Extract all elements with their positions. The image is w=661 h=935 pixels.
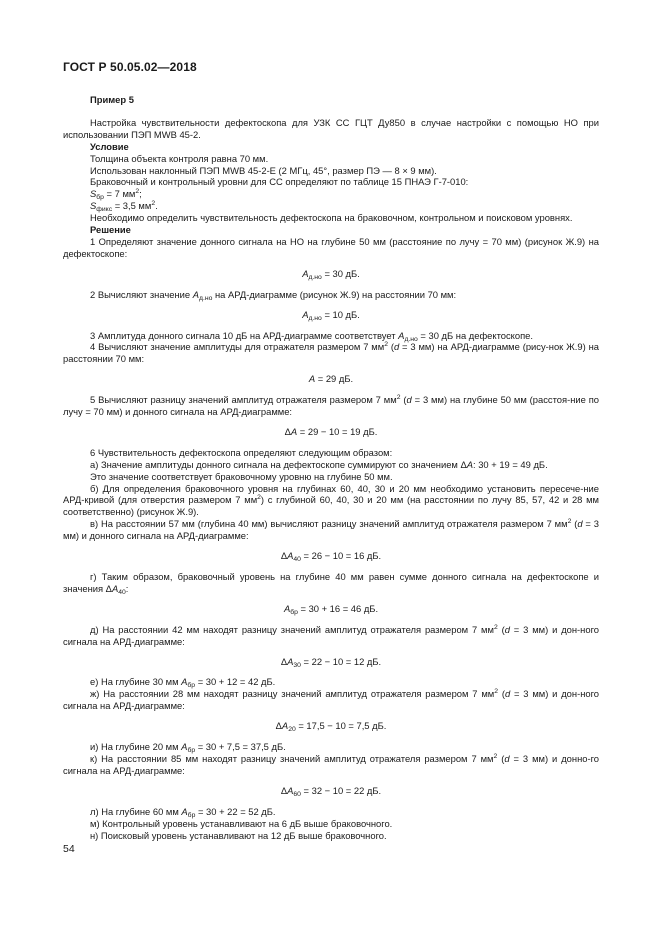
formula-7: $\Delta A_{30} = 22 - 10 = 12$ дБ. <box>280 655 382 669</box>
formula-1: $A_{д.но} = 30$ дБ. <box>302 267 360 281</box>
step-2: 2 Вычисляют значение $A_{д.но}$ на АРД-диаграмме (рисунок Ж.9) на расстоянии 70 мм: <box>90 288 457 302</box>
formula-4: ΔA = 29 − 10 = 19 дБ. <box>284 425 378 437</box>
paragraph-thickness: Толщина объекта контроля равна 70 мм. <box>90 152 269 164</box>
formula-2: $A_{д.но} = 10$ дБ. <box>302 308 360 322</box>
paragraph-s-reject: $S_{бр} = 7$ $мм^2$; <box>90 188 142 202</box>
step-6a: а) Значение амплитуды донного сигнала на дефектоскопе суммируют со значением ΔA: 30 + 19 = 49 дБ. <box>90 458 548 470</box>
paragraph-intro: Настройка чувствительности дефектоскопа для УЗК СС ГЦТ Ду850 в случае настройки с помощью НО при использовании ПЭП MWB 45-2. <box>63 116 599 140</box>
paragraph-transducer: Использован наклонный ПЭП MWB 45-2-Е (2 МГц, 45°, размер ПЭ — 8 × 9 мм). <box>90 164 437 176</box>
paragraph-goal: Необходимо определить чувствительность дефектоскопа на браковочном, контрольном и поисковом уровнях. <box>90 212 573 224</box>
formula-3: A = 29 дБ. <box>308 373 354 385</box>
example-title: Пример 5 <box>90 94 134 105</box>
page-number: 54 <box>63 843 75 855</box>
step-6: 6 Чувствительность дефектоскопа определяют следующим образом: <box>90 446 393 458</box>
document-body <box>63 94 599 841</box>
step-6l: л) На глубине 60 мм $A_{бр} = 30 + 22 = 52$ дБ. <box>90 805 276 819</box>
step-6m: м) Контрольный уровень устанавливают на 6 дБ выше браковочного. <box>90 817 393 829</box>
step-4: 4 Вычисляют значение амплитуды для отражателя размером 7 $мм^2$ (d = 3 мм) на АРД-диаграмме (рису-нок Ж.9) на расстоянии 70 мм: <box>63 341 600 365</box>
document-header: ГОСТ Р 50.05.02—2018 <box>63 60 197 74</box>
step-5: 5 Вычисляют разницу значений амплитуд отражателя размером 7 $мм^2$ (d = 3 мм) на глубине 50 мм (расстоя-ние по лучу = 70 мм) и донного сигнала на АРД-диаграмме: <box>63 394 599 418</box>
step-6g: г) Таким образом, браковочный уровень на глубине 40 мм равен сумме донного сигнала на дефектоскопе и значения $\Delta A_{40}$: <box>63 571 599 596</box>
condition-title: Условие <box>90 140 129 152</box>
step-6zh: ж) На расстоянии 28 мм находят разницу значений амплитуд отражателя размером 7 $мм^2$ (d = 3 мм) и дон-ного сигнала на АРД-диаграмме: <box>63 688 600 712</box>
step-6e: е) На глубине 30 мм $A_{бр} = 30 + 12 = 42$ дБ. <box>90 676 276 690</box>
paragraph-s-fix: $S_{фикс} = 3,5$ $мм^2$. <box>90 200 158 214</box>
formula-9: $\Delta A_{60} = 32 - 10 = 22$ дБ. <box>280 784 382 798</box>
step-6k: к) На расстоянии 85 мм находят разницу значений амплитуд отражателя размером 7 $мм^2$ (d = 3 мм) и донно-го сигнала на АРД-диаграмме: <box>63 752 600 776</box>
paragraph-levels: Браковочный и контрольный уровни для СС определяют по таблице 15 ПНАЭ Г-7-010: <box>90 176 469 188</box>
solution-title: Решение <box>90 224 131 236</box>
formula-8: $\Delta A_{20} = 17,5 - 10 = 7,5$ дБ. <box>275 720 387 734</box>
step-6i: и) На глубине 20 мм $A_{бр} = 30 + 7,5 = 37,5$ дБ. <box>90 741 286 755</box>
step-6b: б) Для определения браковочного уровня на глубинах 60, 40, 30 и 20 мм необходимо установить пересече-ние АРД-кривой (для отверстия размером 7 $мм^2$) с глубиной 60, 40, 30 и 20 мм (на расстоянии по лучу 85, 57, 42 и 28 мм соответственно) (рисунок Ж.9). <box>63 482 600 518</box>
step-6n: н) Поисковый уровень устанавливают на 12 дБ выше браковочного. <box>90 829 387 841</box>
step-6d: д) На расстоянии 42 мм находят разницу значений амплитуд отражателя размером 7 $мм^2$ (d = 3 мм) и дон-ного сигнала на АРД-диаграмме: <box>63 623 599 647</box>
formula-5: $\Delta A_{40} = 26 - 10 = 16$ дБ. <box>280 550 382 564</box>
step-6v: в) На расстоянии 57 мм (глубина 40 мм) вычисляют разницу значений амплитуд отражателя размером 7 $мм^2$ (d = 3 мм) и донного сигнала на АРД-диаграмме: <box>63 518 599 542</box>
step-1: 1 Определяют значение донного сигнала на НО на глубине 50 мм (расстояние по лучу = 70 мм) (рисунок Ж.9) на дефектоскопе: <box>63 235 599 259</box>
step-3: 3 Амплитуда донного сигнала 10 дБ на АРД-диаграмме соответствует $A_{д.но} = 30$ дБ на дефектоскопе. <box>90 329 533 343</box>
formula-6: $A_{бр} = 30 + 16 = 46$ дБ. <box>283 602 379 616</box>
step-6a-note: Это значение соответствует браковочному уровню на глубине 50 мм. <box>90 470 393 482</box>
